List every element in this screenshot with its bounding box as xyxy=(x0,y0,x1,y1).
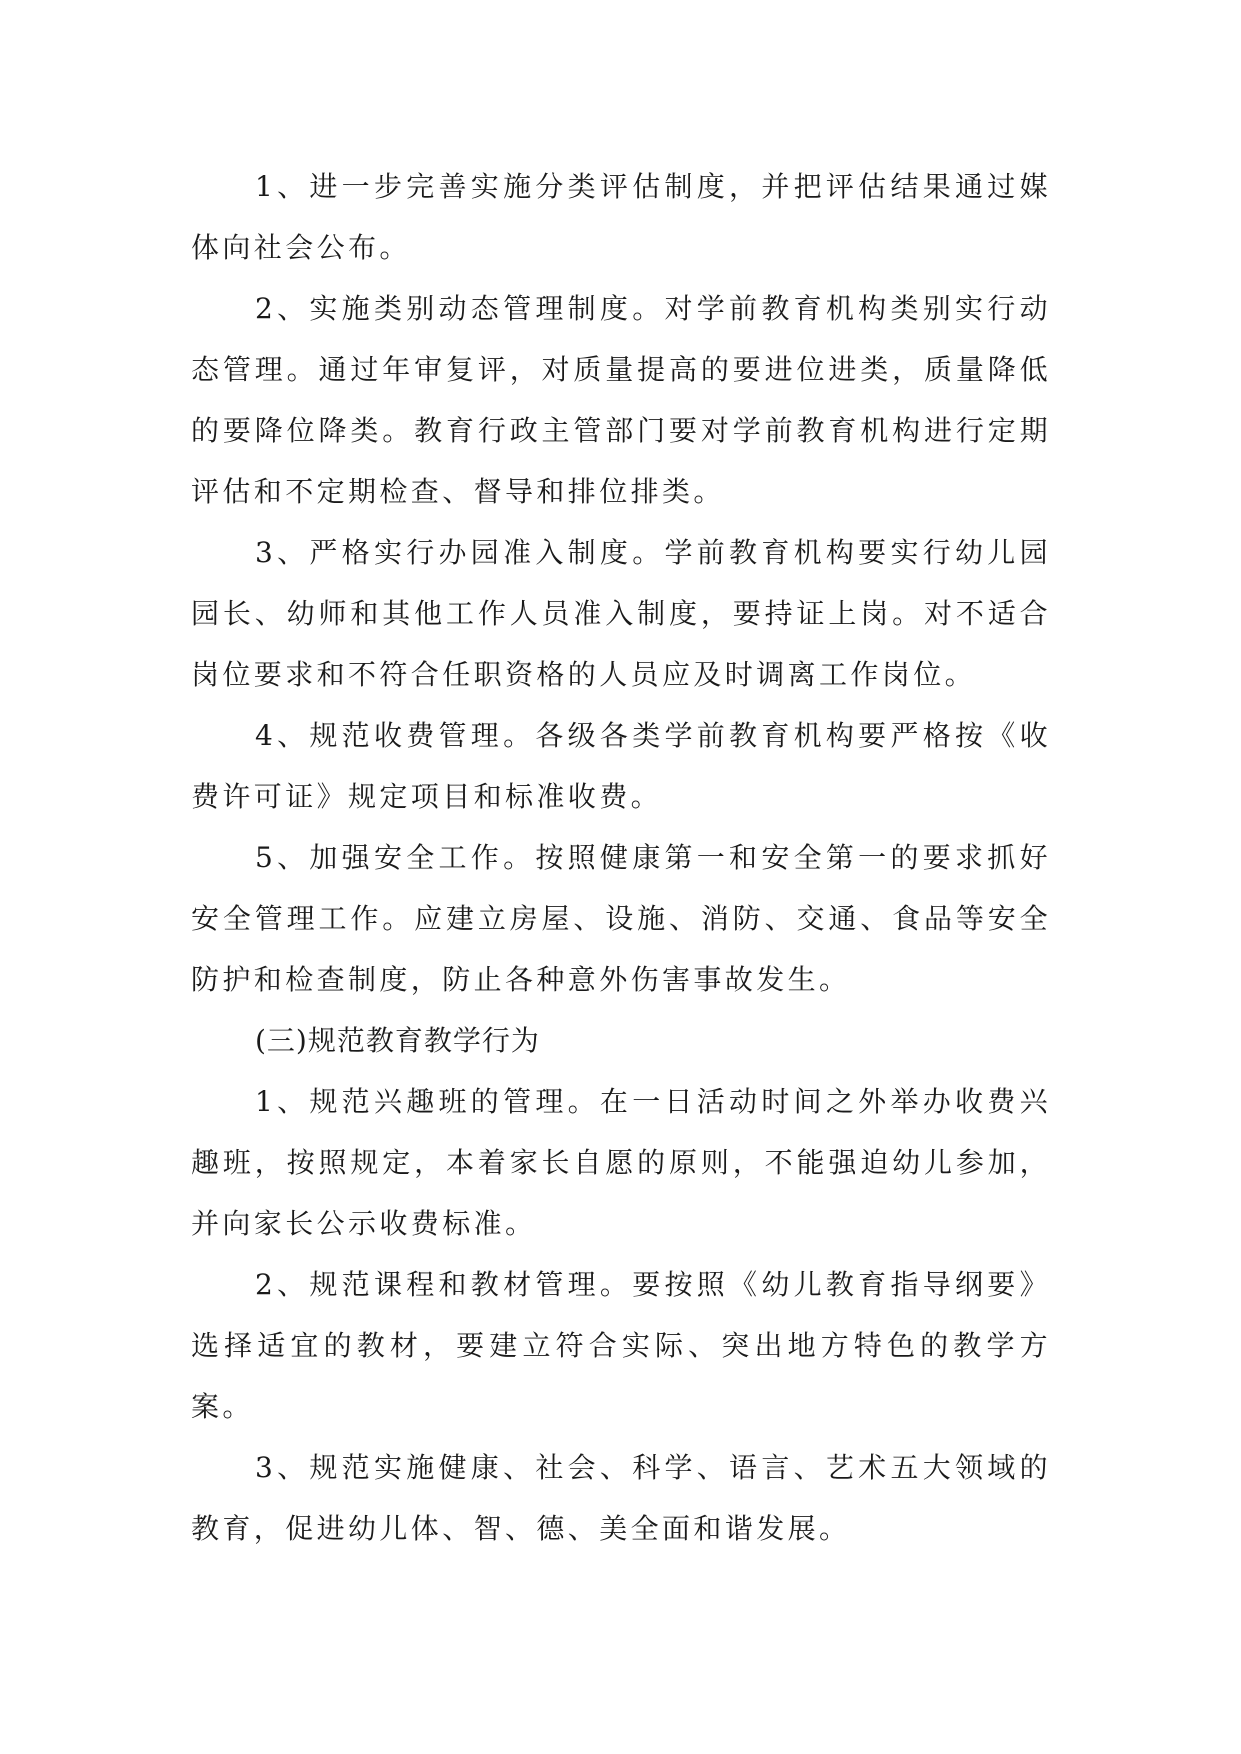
paragraph-dynamic-management: 2、实施类别动态管理制度。对学前教育机构类别实行动态管理。通过年审复评，对质量提高的要进位进类，质量降低的要降位降类。教育行政主管部门要对学前教育机构进行定期评估和不定期检查、督导和排位排类。 xyxy=(191,292,1051,508)
paragraph-interest-classes: 1、规范兴趣班的管理。在一日活动时间之外举办收费兴趣班，按照规定，本着家长自愿的原则，不能强迫幼儿参加，并向家长公示收费标准。 xyxy=(191,1085,1051,1240)
paragraph-five-domains: 3、规范实施健康、社会、科学、语言、艺术五大领域的教育，促进幼儿体、智、德、美全面和谐发展。 xyxy=(191,1451,1051,1545)
paragraph-access-system: 3、严格实行办园准入制度。学前教育机构要实行幼儿园园长、幼师和其他工作人员准入制度，要持证上岗。对不适合岗位要求和不符合任职资格的人员应及时调离工作岗位。 xyxy=(191,536,1051,691)
document-body xyxy=(191,156,1051,1559)
section-heading-teaching-behavior: (三)规范教育教学行为 xyxy=(255,1024,540,1057)
paragraph-curriculum-materials: 2、规范课程和教材管理。要按照《幼儿教育指导纲要》选择适宜的教材，要建立符合实际、突出地方特色的教学方案。 xyxy=(191,1268,1051,1423)
paragraph-safety-work: 5、加强安全工作。按照健康第一和安全第一的要求抓好安全管理工作。应建立房屋、设施、消防、交通、食品等安全防护和检查制度，防止各种意外伤害事故发生。 xyxy=(191,841,1051,996)
paragraph-fee-management: 4、规范收费管理。各级各类学前教育机构要严格按《收费许可证》规定项目和标准收费。 xyxy=(191,719,1051,813)
paragraph-evaluation-system: 1、进一步完善实施分类评估制度，并把评估结果通过媒体向社会公布。 xyxy=(191,170,1051,264)
